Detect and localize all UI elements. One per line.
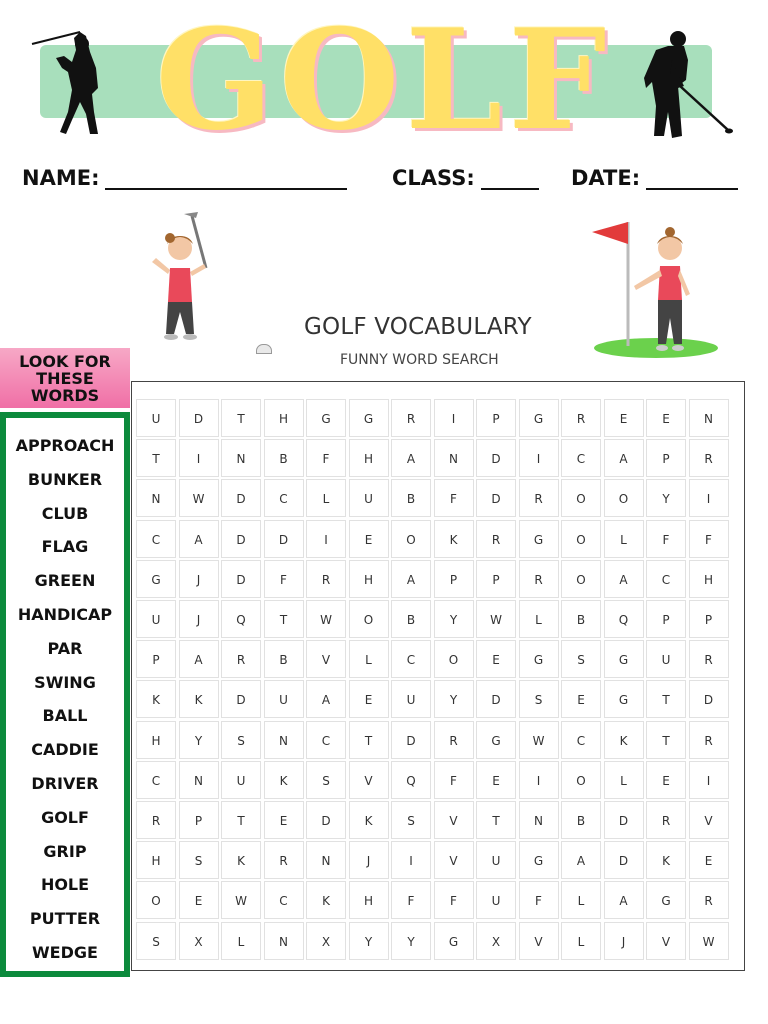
grid-cell[interactable]: N — [136, 479, 176, 517]
grid-cell[interactable]: A — [391, 560, 431, 598]
grid-cell[interactable]: H — [264, 399, 304, 437]
grid-cell[interactable]: E — [349, 520, 389, 558]
word-list-item: PAR — [47, 638, 83, 658]
grid-cell[interactable]: B — [561, 801, 601, 839]
grid-cell[interactable]: N — [434, 439, 474, 477]
grid-cell[interactable]: O — [561, 560, 601, 598]
grid-cell[interactable]: I — [391, 841, 431, 879]
grid-cell[interactable]: N — [519, 801, 559, 839]
grid-cell[interactable]: G — [604, 680, 644, 718]
grid-cell[interactable]: G — [519, 640, 559, 678]
grid-cell[interactable]: D — [689, 680, 729, 718]
grid-cell[interactable]: B — [391, 479, 431, 517]
grid-cell[interactable]: U — [476, 841, 516, 879]
grid-cell[interactable]: P — [646, 600, 686, 638]
grid-cell[interactable]: Y — [391, 922, 431, 960]
grid-cell[interactable]: R — [306, 560, 346, 598]
grid-cell[interactable]: K — [221, 841, 261, 879]
grid-cell[interactable]: C — [646, 560, 686, 598]
grid-cell[interactable]: W — [306, 600, 346, 638]
grid-cell[interactable]: D — [391, 721, 431, 759]
grid-cell[interactable]: F — [306, 439, 346, 477]
grid-cell[interactable]: N — [306, 841, 346, 879]
grid-cell[interactable]: T — [646, 721, 686, 759]
grid-cell[interactable]: L — [349, 640, 389, 678]
grid-cell[interactable]: I — [689, 479, 729, 517]
grid-cell[interactable]: K — [179, 680, 219, 718]
word-list-item: CADDIE — [31, 740, 99, 760]
grid-cell[interactable]: A — [561, 841, 601, 879]
grid-cell[interactable]: R — [519, 560, 559, 598]
grid-cell[interactable]: V — [519, 922, 559, 960]
grid-cell[interactable]: G — [306, 399, 346, 437]
grid-cell[interactable]: S — [391, 801, 431, 839]
grid-cell[interactable]: A — [604, 560, 644, 598]
grid-cell[interactable]: N — [221, 439, 261, 477]
grid-cell[interactable]: P — [646, 439, 686, 477]
grid-cell[interactable]: E — [646, 761, 686, 799]
grid-cell[interactable]: C — [264, 479, 304, 517]
grid-cell[interactable]: E — [561, 680, 601, 718]
word-search-grid — [131, 381, 745, 971]
grid-cell[interactable]: W — [179, 479, 219, 517]
grid-cell[interactable]: D — [476, 479, 516, 517]
class-line[interactable] — [481, 168, 539, 190]
grid-cell[interactable]: G — [349, 399, 389, 437]
grid-cell[interactable]: Y — [349, 922, 389, 960]
grid-cell[interactable]: Q — [604, 600, 644, 638]
grid-cell[interactable]: S — [519, 680, 559, 718]
grid-cell[interactable]: X — [306, 922, 346, 960]
grid-cell[interactable]: I — [179, 439, 219, 477]
grid-cell[interactable]: Y — [434, 600, 474, 638]
grid-cell[interactable]: A — [391, 439, 431, 477]
grid-cell[interactable]: R — [476, 520, 516, 558]
activity-subheading: FUNNY WORD SEARCH — [340, 352, 499, 368]
golfer-silhouette-right-icon — [632, 30, 736, 142]
grid-cell[interactable]: O — [349, 600, 389, 638]
activity-heading: GOLF VOCABULARY — [304, 314, 532, 340]
grid-cell[interactable]: U — [221, 761, 261, 799]
grid-cell[interactable]: A — [604, 881, 644, 919]
grid-cell[interactable]: X — [476, 922, 516, 960]
grid-cell[interactable]: H — [349, 881, 389, 919]
grid-cell[interactable]: O — [561, 479, 601, 517]
grid-cell[interactable]: D — [221, 680, 261, 718]
word-list-item: BALL — [42, 706, 88, 726]
grid-cell[interactable]: U — [136, 399, 176, 437]
grid-cell[interactable]: L — [604, 761, 644, 799]
grid-cell[interactable]: P — [476, 399, 516, 437]
grid-cell[interactable]: N — [689, 399, 729, 437]
grid-cell[interactable]: C — [561, 721, 601, 759]
grid-cell[interactable]: G — [519, 841, 559, 879]
grid-cell[interactable]: F — [646, 520, 686, 558]
cartoon-golfer-celebrating-icon — [140, 210, 240, 344]
grid-cell[interactable]: I — [519, 439, 559, 477]
name-label: NAME: — [22, 166, 100, 190]
grid-cell[interactable]: A — [179, 520, 219, 558]
grid-cell[interactable]: I — [434, 399, 474, 437]
grid-cell[interactable]: H — [349, 439, 389, 477]
grid-cell[interactable]: R — [561, 399, 601, 437]
grid-cell[interactable]: C — [561, 439, 601, 477]
grid-cell[interactable]: W — [221, 881, 261, 919]
grid-cell[interactable]: V — [434, 841, 474, 879]
grid-cell[interactable]: I — [306, 520, 346, 558]
grid-cell[interactable]: V — [306, 640, 346, 678]
grid-cell[interactable]: L — [561, 881, 601, 919]
grid-cell[interactable]: C — [306, 721, 346, 759]
grid-cell[interactable]: G — [604, 640, 644, 678]
grid-cell[interactable]: F — [689, 520, 729, 558]
grid-cell[interactable]: G — [476, 721, 516, 759]
grid-cell[interactable]: O — [136, 881, 176, 919]
grid-cell[interactable]: N — [179, 761, 219, 799]
grid-cell[interactable]: U — [391, 680, 431, 718]
grid-cell[interactable]: Q — [221, 600, 261, 638]
grid-cell[interactable]: F — [391, 881, 431, 919]
grid-cell[interactable]: R — [264, 841, 304, 879]
grid-cell[interactable]: S — [221, 721, 261, 759]
grid-cell[interactable]: O — [434, 640, 474, 678]
date-label: DATE: — [571, 166, 641, 190]
grid-cell[interactable]: W — [689, 922, 729, 960]
grid-cell[interactable]: F — [264, 560, 304, 598]
grid-cell[interactable]: P — [179, 801, 219, 839]
word-list-item: CLUB — [41, 503, 89, 523]
grid-cell[interactable]: R — [689, 721, 729, 759]
grid-cell[interactable]: T — [264, 600, 304, 638]
grid-cell[interactable]: F — [434, 479, 474, 517]
grid-cell[interactable]: J — [604, 922, 644, 960]
grid-cell[interactable]: K — [434, 520, 474, 558]
grid-cell[interactable]: U — [476, 881, 516, 919]
grid-cell[interactable]: V — [434, 801, 474, 839]
grid-cell[interactable]: R — [689, 881, 729, 919]
grid-cell[interactable]: C — [391, 640, 431, 678]
grid-cell[interactable]: E — [476, 761, 516, 799]
grid-cell[interactable]: R — [689, 439, 729, 477]
grid-cell[interactable]: E — [179, 881, 219, 919]
grid-cell[interactable]: K — [349, 801, 389, 839]
grid-cell[interactable]: G — [519, 520, 559, 558]
grid-cell[interactable]: Y — [179, 721, 219, 759]
grid-cell[interactable]: Q — [391, 761, 431, 799]
grid-cell[interactable]: T — [136, 439, 176, 477]
grid-cell[interactable]: O — [561, 761, 601, 799]
cartoon-golfer-flag-icon — [590, 214, 722, 364]
golf-ball-icon — [256, 344, 272, 354]
grid-cell[interactable]: V — [689, 801, 729, 839]
word-list-item: BUNKER — [27, 469, 103, 489]
grid-cell[interactable]: N — [264, 721, 304, 759]
grid-cell[interactable]: Y — [434, 680, 474, 718]
date-field[interactable] — [571, 166, 738, 190]
grid-cell[interactable]: Y — [646, 479, 686, 517]
word-list-item: HANDICAP — [17, 605, 113, 624]
grid-cell[interactable]: P — [136, 640, 176, 678]
page-title: GOLF — [155, 0, 613, 161]
grid-cell[interactable]: R — [221, 640, 261, 678]
grid-cell[interactable]: R — [136, 801, 176, 839]
grid-cell[interactable]: D — [221, 479, 261, 517]
grid-cell[interactable]: B — [561, 600, 601, 638]
grid-cell[interactable]: B — [264, 439, 304, 477]
grid-cell[interactable]: T — [221, 801, 261, 839]
class-label: CLASS: — [392, 166, 475, 190]
grid-cell[interactable]: F — [519, 881, 559, 919]
word-list-item: SWING — [34, 672, 96, 692]
grid-cell[interactable]: D — [221, 560, 261, 598]
grid-cell[interactable]: D — [179, 399, 219, 437]
grid-cell[interactable]: P — [476, 560, 516, 598]
grid-cell[interactable]: N — [264, 922, 304, 960]
grid-cell[interactable]: G — [646, 881, 686, 919]
grid-cell[interactable]: K — [136, 680, 176, 718]
grid-cell[interactable]: A — [306, 680, 346, 718]
date-line[interactable] — [646, 168, 738, 190]
grid-cell[interactable]: T — [476, 801, 516, 839]
grid-cell[interactable]: V — [349, 761, 389, 799]
word-list-item: DRIVER — [31, 774, 99, 793]
word-list-label-text: LOOK FOR THESE WORDS — [19, 351, 111, 405]
grid-cell[interactable]: A — [604, 439, 644, 477]
word-list-item: GRIP — [43, 841, 87, 861]
student-info-fields — [0, 166, 768, 196]
grid-cell[interactable]: U — [136, 600, 176, 638]
grid-cell[interactable]: L — [306, 479, 346, 517]
name-field[interactable] — [22, 166, 347, 190]
grid-cell[interactable]: C — [264, 881, 304, 919]
grid-cell[interactable]: K — [264, 761, 304, 799]
grid-cell[interactable]: D — [221, 520, 261, 558]
grid-cell[interactable]: I — [689, 761, 729, 799]
grid-cell[interactable]: V — [646, 922, 686, 960]
grid-cell[interactable]: B — [391, 600, 431, 638]
grid-cell[interactable]: G — [519, 399, 559, 437]
grid-cell[interactable]: J — [349, 841, 389, 879]
grid-cell[interactable]: E — [476, 640, 516, 678]
word-list-item: WEDGE — [32, 943, 98, 962]
grid-cell[interactable]: F — [434, 761, 474, 799]
grid-cell[interactable]: U — [264, 680, 304, 718]
grid-cell[interactable]: O — [561, 520, 601, 558]
grid-cell[interactable]: F — [434, 881, 474, 919]
word-list-item: APPROACH — [15, 436, 115, 455]
grid-cell[interactable]: R — [646, 801, 686, 839]
grid-cell[interactable]: T — [221, 399, 261, 437]
grid-cell[interactable]: L — [561, 922, 601, 960]
grid-cell[interactable]: O — [604, 479, 644, 517]
grid-cell[interactable]: X — [179, 922, 219, 960]
grid-cell[interactable]: D — [264, 520, 304, 558]
grid-cell[interactable]: S — [179, 841, 219, 879]
grid-cell[interactable]: L — [519, 600, 559, 638]
grid-cell[interactable]: P — [434, 560, 474, 598]
grid-cell[interactable]: G — [434, 922, 474, 960]
grid-cell[interactable]: O — [391, 520, 431, 558]
grid-cell[interactable]: E — [604, 399, 644, 437]
grid-cell[interactable]: B — [264, 640, 304, 678]
grid-cell[interactable]: T — [349, 721, 389, 759]
grid-cell[interactable]: J — [179, 600, 219, 638]
grid-cell[interactable]: D — [476, 439, 516, 477]
grid-cell[interactable]: C — [136, 761, 176, 799]
word-list — [0, 412, 130, 977]
word-list-item: FLAG — [41, 537, 89, 557]
grid-cell[interactable]: E — [264, 801, 304, 839]
grid-cell[interactable]: H — [136, 841, 176, 879]
grid-cell[interactable]: U — [349, 479, 389, 517]
grid-cell[interactable]: S — [561, 640, 601, 678]
grid-cell[interactable]: R — [519, 479, 559, 517]
word-list-item: HOLE — [40, 875, 90, 895]
grid-cell[interactable]: D — [306, 801, 346, 839]
grid-cell[interactable]: E — [646, 399, 686, 437]
grid-cell[interactable]: S — [136, 922, 176, 960]
grid-cell[interactable]: K — [604, 721, 644, 759]
grid-cell[interactable]: R — [391, 399, 431, 437]
grid-cell[interactable]: S — [306, 761, 346, 799]
class-field[interactable] — [392, 166, 539, 190]
grid-cell[interactable]: L — [221, 922, 261, 960]
grid-cell[interactable]: D — [476, 680, 516, 718]
grid-cell[interactable]: K — [306, 881, 346, 919]
grid-cell[interactable]: I — [519, 761, 559, 799]
grid-cell[interactable]: A — [179, 640, 219, 678]
grid-cell[interactable]: D — [604, 841, 644, 879]
word-list-item: GOLF — [41, 807, 89, 827]
golfer-silhouette-left-icon — [28, 28, 108, 138]
grid-cell[interactable]: W — [519, 721, 559, 759]
grid-cell[interactable]: R — [689, 640, 729, 678]
grid-cell[interactable]: C — [136, 520, 176, 558]
grid-cell[interactable]: H — [349, 560, 389, 598]
word-list-item: PUTTER — [29, 909, 101, 929]
grid-cell[interactable]: H — [136, 721, 176, 759]
grid-cell[interactable]: K — [646, 841, 686, 879]
grid-cell[interactable]: R — [434, 721, 474, 759]
grid-cell[interactable]: G — [136, 560, 176, 598]
word-list-item: GREEN — [34, 571, 96, 591]
grid-cell[interactable]: H — [689, 560, 729, 598]
grid-cell[interactable]: U — [646, 640, 686, 678]
grid-cell[interactable]: J — [179, 560, 219, 598]
grid-cell[interactable]: D — [604, 801, 644, 839]
grid-cell[interactable]: P — [689, 600, 729, 638]
grid-cell[interactable]: W — [476, 600, 516, 638]
grid-cell[interactable]: L — [604, 520, 644, 558]
word-list-label — [0, 348, 130, 408]
grid-cell[interactable]: T — [646, 680, 686, 718]
grid-cell[interactable]: E — [349, 680, 389, 718]
grid-cell[interactable]: E — [689, 841, 729, 879]
name-line[interactable] — [105, 168, 347, 190]
